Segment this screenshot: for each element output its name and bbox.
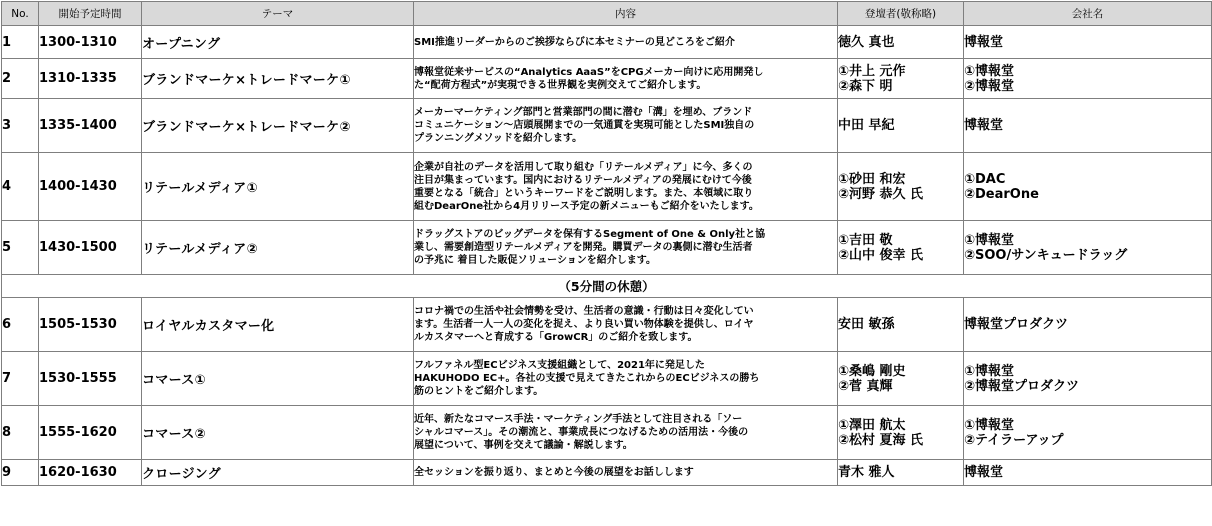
content-line: た“配荷方程式”が実現できる世界観を実例交えてご紹介します。: [414, 79, 707, 91]
header-no: No.: [2, 2, 39, 26]
company-line: ②博報堂プロダクツ: [964, 378, 1080, 394]
company-line: ①博報堂: [964, 363, 1015, 379]
content-line: 近年、新たなコマース手法・マーケティング手法として注目される「ソー: [414, 414, 743, 425]
content-line: 全セッションを振り返り、まとめと今後の展望をお話しします: [414, 467, 694, 478]
row-content: [414, 59, 838, 99]
content-line: 重要となる「統合」というキーワードをご説明します。また、本領域に取り: [414, 187, 754, 199]
speaker-line: ②菅 真輝: [838, 378, 893, 394]
row-theme: オープニング: [142, 26, 414, 59]
row-content: [414, 406, 838, 460]
row-company: [964, 460, 1212, 486]
speaker-line: ②河野 恭久 氏: [838, 186, 924, 202]
row-theme: クロージング: [142, 460, 414, 486]
content-line: SMI推進リーダーからのご挨拶ならびに本セミナーの見どころをご紹介: [414, 36, 735, 48]
content-line: ドラッグストアのビッグデータを保有するSegment of One & Only社と協: [414, 229, 766, 240]
table-header-row: [2, 2, 1212, 26]
row-speaker: [838, 153, 964, 221]
table-row: [2, 352, 1212, 406]
row-content: [414, 99, 838, 153]
row-theme: リテールメディア①: [142, 153, 414, 221]
row-company: [964, 99, 1212, 153]
row-time: 1505-1530: [39, 298, 142, 352]
row-time: 1300-1310: [39, 26, 142, 59]
row-no: 4: [2, 153, 39, 221]
row-content: [414, 26, 838, 59]
speaker-line: ①吉田 敬: [838, 232, 893, 248]
table-row: [2, 153, 1212, 221]
row-no: 6: [2, 298, 39, 352]
content-line: ルカスタマーへと育成する「GrowCR」のご紹介を致します。: [414, 332, 698, 343]
company-line: 博報堂: [964, 465, 1004, 480]
speaker-line: 安田 敏孫: [838, 317, 895, 332]
row-no: 1: [2, 26, 39, 59]
content-line: 業し、需要創造型リテールメディアを開発。購買データの裏側に潜む生活者: [414, 242, 753, 253]
schedule-table: [1, 1, 1212, 486]
speaker-line: ①澤田 航太: [838, 417, 906, 433]
row-time: 1555-1620: [39, 406, 142, 460]
row-content: [414, 298, 838, 352]
company-line: 博報堂: [964, 118, 1004, 133]
row-no: 3: [2, 99, 39, 153]
content-line: メーカーマーケティング部門と営業部門の間に潜む「溝」を埋め、ブランド: [414, 107, 753, 118]
company-line: ①博報堂: [964, 417, 1015, 433]
row-content: [414, 352, 838, 406]
row-theme: ロイヤルカスタマー化: [142, 298, 414, 352]
row-theme: ブランドマーケ×トレードマーケ①: [142, 59, 414, 99]
content-line: フルファネル型ECビジネス支援組織として、2021年に発足した: [414, 360, 705, 371]
row-speaker: [838, 298, 964, 352]
table-row: [2, 99, 1212, 153]
break-row: [2, 275, 1212, 298]
row-theme: コマース②: [142, 406, 414, 460]
content-line: 博報堂従来サービスの“Analytics AaaS”をCPGメーカー向けに応用開発し: [414, 66, 764, 78]
row-time: 1620-1630: [39, 460, 142, 486]
row-speaker: [838, 99, 964, 153]
content-line: 組むDearOne社から4月リリース予定の新メニューもご紹介をいたします。: [414, 200, 759, 212]
speaker-line: ①桑嶋 剛史: [838, 363, 906, 379]
speaker-line: 中田 早紀: [838, 118, 895, 133]
row-speaker: [838, 460, 964, 486]
row-no: 7: [2, 352, 39, 406]
content-line: の予兆に 着目した販促ソリューションを紹介します。: [414, 255, 656, 266]
row-content: [414, 460, 838, 486]
company-line: ①博報堂: [964, 63, 1015, 79]
row-no: 2: [2, 59, 39, 99]
row-time: 1400-1430: [39, 153, 142, 221]
row-no: 8: [2, 406, 39, 460]
row-no: 9: [2, 460, 39, 486]
content-line: プランニングメソッドを紹介します。: [414, 133, 583, 144]
header-theme: テーマ: [142, 2, 414, 26]
row-company: [964, 26, 1212, 59]
table-row: [2, 298, 1212, 352]
speaker-line: ①砂田 和宏: [838, 171, 906, 187]
content-line: 企業が自社のデータを活用して取り組む「リテールメディア」に今、多くの: [414, 161, 753, 173]
row-time: 1335-1400: [39, 99, 142, 153]
company-line: ①博報堂: [964, 232, 1015, 248]
break-label: （5分間の休憩）: [2, 275, 1212, 298]
row-speaker: [838, 352, 964, 406]
content-line: コミュニケーション～店頭展開までの一気通貫を実現可能としたSMI独自の: [414, 120, 755, 131]
content-line: コロナ禍での生活や社会情勢を受け、生活者の意識・行動は日々変化してい: [414, 306, 754, 317]
table-row: [2, 59, 1212, 99]
content-line: ます。生活者一人一人の変化を捉え、より良い買い物体験を提供し、ロイヤ: [414, 319, 754, 330]
row-theme: ブランドマーケ×トレードマーケ②: [142, 99, 414, 153]
company-line: 博報堂プロダクツ: [964, 317, 1069, 332]
table-row: [2, 221, 1212, 275]
content-line: 展望について、事例を交えて議論・解説します。: [414, 440, 633, 451]
row-theme: リテールメディア②: [142, 221, 414, 275]
content-line: HAKUHODO EC+。各社の支援で見えてきたこれからのECビジネスの勝ち: [414, 373, 760, 384]
row-company: [964, 352, 1212, 406]
header-speaker: 登壇者(敬称略): [838, 2, 964, 26]
row-company: [964, 406, 1212, 460]
table-row: [2, 406, 1212, 460]
row-company: [964, 153, 1212, 221]
header-content: 内容: [414, 2, 838, 26]
row-time: 1430-1500: [39, 221, 142, 275]
row-speaker: [838, 26, 964, 59]
row-company: [964, 59, 1212, 99]
company-line: 博報堂: [964, 34, 1004, 50]
content-line: 注目が集まっています。国内におけるリテールメディアの発展にむけて今後: [414, 174, 752, 186]
company-line: ②テイラーアップ: [964, 432, 1064, 448]
row-company: [964, 221, 1212, 275]
company-line: ②博報堂: [964, 78, 1015, 94]
table-row: [2, 460, 1212, 486]
speaker-line: ②森下 明: [838, 78, 893, 94]
row-theme: コマース①: [142, 352, 414, 406]
row-speaker: [838, 59, 964, 99]
row-company: [964, 298, 1212, 352]
content-line: 筋のヒントをご紹介します。: [414, 386, 544, 397]
company-line: ①DAC: [964, 171, 1006, 187]
company-line: ②DearOne: [964, 186, 1039, 202]
row-speaker: [838, 221, 964, 275]
company-line: ②SOO/サンキュードラッグ: [964, 247, 1128, 263]
header-company: 会社名: [964, 2, 1212, 26]
speaker-line: ①井上 元作: [838, 63, 906, 79]
header-start-time: 開始予定時間: [39, 2, 142, 26]
row-time: 1310-1335: [39, 59, 142, 99]
row-speaker: [838, 406, 964, 460]
table-row: [2, 26, 1212, 59]
row-content: [414, 221, 838, 275]
speaker-line: ②松村 夏海 氏: [838, 432, 924, 448]
speaker-line: ②山中 俊幸 氏: [838, 247, 924, 263]
row-content: [414, 153, 838, 221]
content-line: シャルコマース」。その潮流と、事業成長につなげるための活用法・今後の: [414, 427, 749, 438]
speaker-line: 徳久 真也: [838, 34, 895, 50]
row-no: 5: [2, 221, 39, 275]
row-time: 1530-1555: [39, 352, 142, 406]
speaker-line: 青木 雅人: [838, 465, 895, 480]
